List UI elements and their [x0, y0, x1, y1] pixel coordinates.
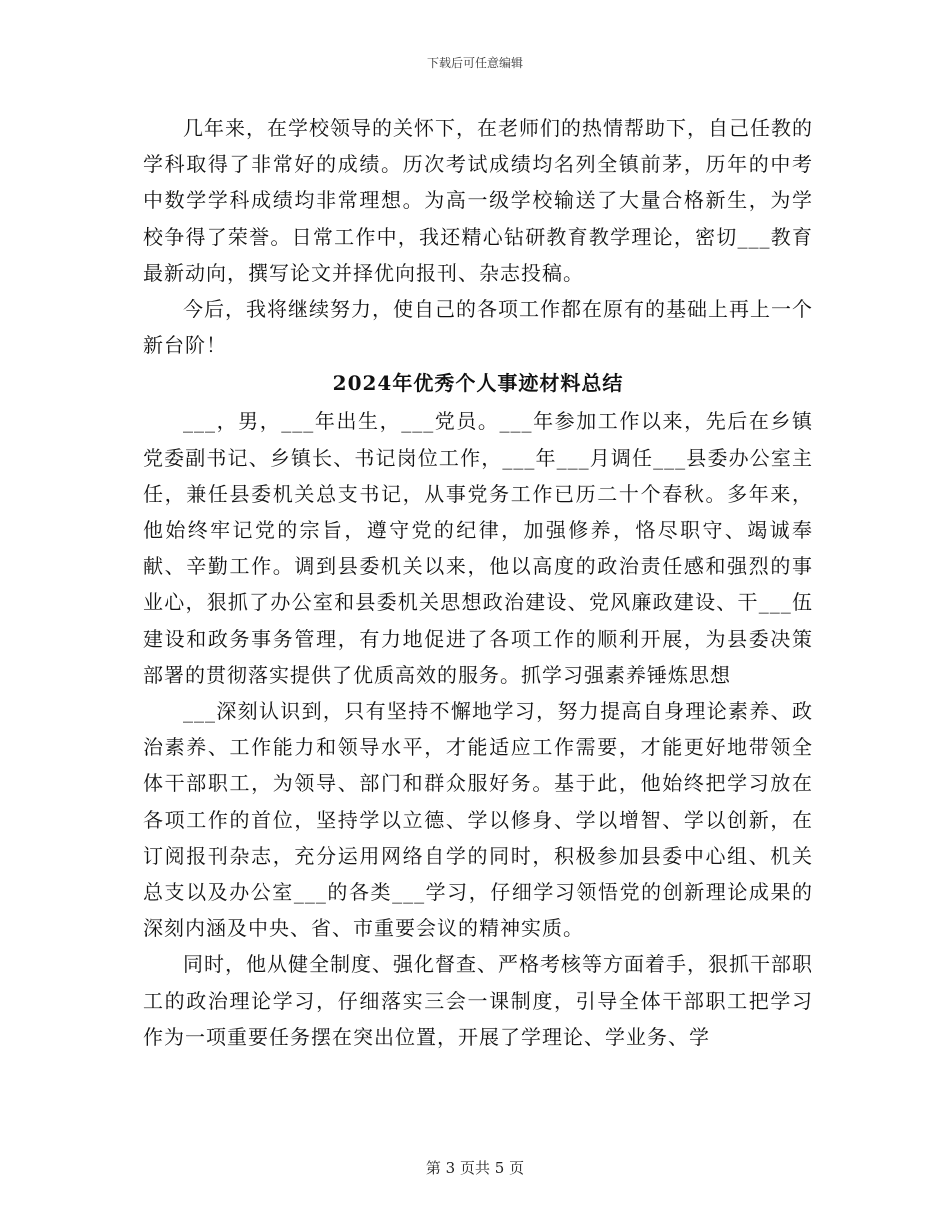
paragraph-4: ___深刻认识到，只有坚持不懈地学习，努力提高自身理论素养、政治素养、工作能力和领导水平，才能适应工作需要，才能更好地带领全体干部职工，为领导、部门和群众服好务。基于此，他始终把学习放在各项工作的首位，坚持学以立德、学以修身、学以增智、学以创新，在订阅报刊杂志，充分运用网络自学的同时，积极参加县委中心组、机关总支以及办公室___的各类___学习，仔细学习领悟党的创新理论成果的深刻内涵及中央、省、市重要会议的精神实质。 [143, 699, 813, 941]
paragraph-5: 同时，他从健全制度、强化督查、严格考核等方面着手，狠抓干部职工的政治理论学习，仔细落实三会一课制度，引导全体干部职工把学习作为一项重要任务摆在突出位置，开展了学理论、学业务、学 [143, 952, 813, 1049]
document-body [143, 110, 813, 1055]
paragraph-2: 今后，我将继续努力，使自己的各项工作都在原有的基础上再上一个新台阶！ [143, 297, 813, 358]
document-title: 2024年优秀个人事迹材料总结 [332, 371, 624, 396]
page-footer: 第 3 页共 5 页 [425, 1159, 525, 1177]
paragraph-3: ___，男，___年出生，___党员。___年参加工作以来，先后在乡镇党委副书记、乡镇长、书记岗位工作，___年___月调任___县委办公室主任，兼任县委机关总支书记，从事党务工作已历二十个春秋。多年来，他始终牢记党的宗旨，遵守党的纪律，加强修养，恪尽职守、竭诚奉献、辛勤工作。调到县委机关以来，他以高度的政治责任感和强烈的事业心，狠抓了办公室和县委机关思想政治建设、党风廉政建设、干___伍建设和政务事务管理，有力地促进了各项工作的顺利开展，为县委决策部署的贯彻落实提供了优质高效的服务。抓学习强素养锤炼思想 [143, 409, 813, 687]
page-header: 下载后可任意编辑 [426, 56, 523, 70]
paragraph-1: 几年来，在学校领导的关怀下，在老师们的热情帮助下，自己任教的学科取得了非常好的成绩。历次考试成绩均名列全镇前茅，历年的中考中数学学科成绩均非常理想。为高一级学校输送了大量合格新生，为学校争得了荣誉。日常工作中，我还精心钻研教育教学理论，密切___教育最新动向，撰写论文并择优向报刊、杂志投稿。 [143, 116, 813, 285]
